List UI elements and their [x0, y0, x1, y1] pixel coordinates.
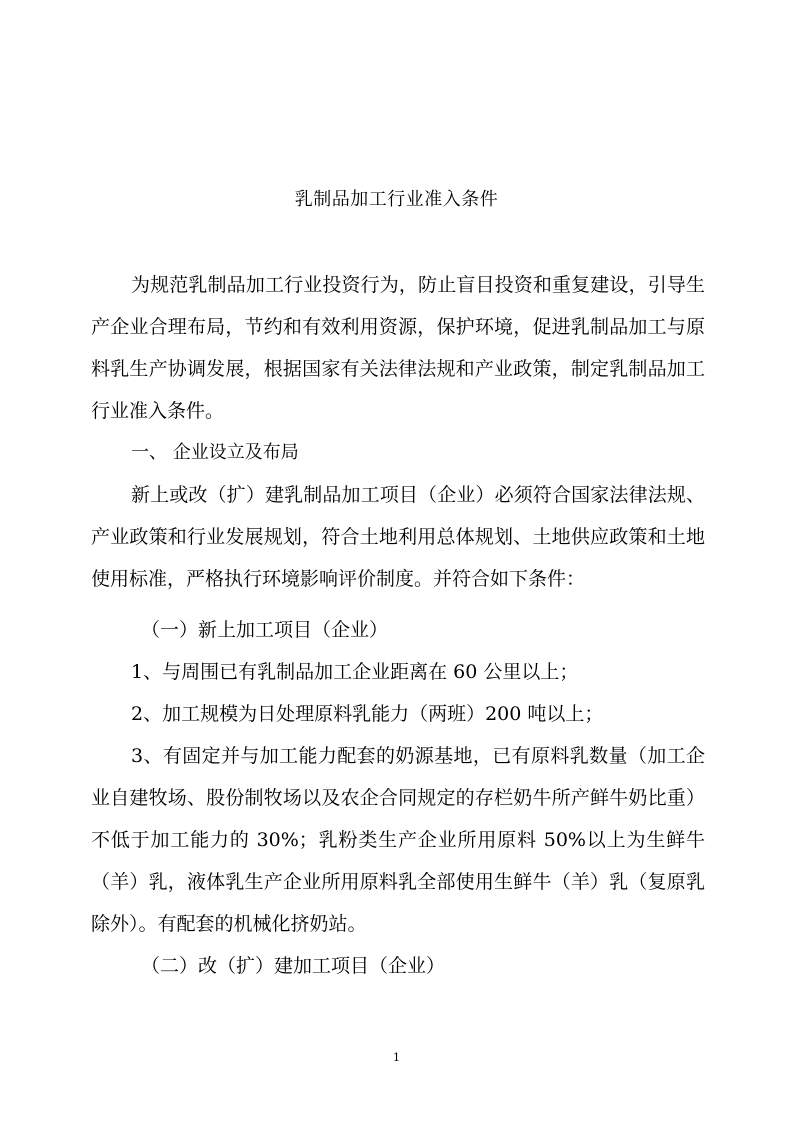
page-number: 1 — [393, 1051, 400, 1064]
intro-paragraph: 为规范乳制品加工行业投资行为，防止盲目投资和重复建设，引导生产企业合理布局，节约和有效利用资源，保护环境，促进乳制品加工与原料乳生产协调发展，根据国家有关法律法规和产业政策，制定乳制品加工行业准入条件。 — [91, 274, 705, 422]
list-item-capacity: 2、加工规模为日处理原料乳能力（两班）200 吨以上； — [131, 703, 604, 725]
subsection-heading-expansion-projects: （二）改（扩）建加工项目（企业） — [141, 955, 446, 977]
document-title: 乳制品加工行业准入条件 — [294, 189, 499, 210]
list-item-milk-source: 3、有固定并与加工能力配套的奶源基地，已有原料乳数量（加工企业自建牧场、股份制牧场以及农企合同规定的存栏奶牛所产鲜牛奶比重）不低于加工能力的 30%；乳粉类生产企业所用原料 50%以上为生鲜牛（羊）乳，液体乳生产企业所用原料乳全部使用生鲜牛（羊）乳（复原乳除外）。有配套的机械化挤奶站。 — [91, 745, 705, 935]
section-paragraph-conditions: 新上或改（扩）建乳制品加工项目（企业）必须符合国家法律法规、产业政策和行业发展规划，符合土地利用总体规划、土地供应政策和土地使用标准，严格执行环境影响评价制度。并符合如下条件： — [91, 484, 705, 590]
section-heading-enterprise-establishment: 一、 企业设立及布局 — [131, 442, 299, 463]
subsection-heading-new-projects: （一）新上加工项目（企业） — [141, 619, 389, 641]
document-body — [91, 264, 705, 987]
list-item-distance: 1、与周围已有乳制品加工企业距离在 60 公里以上； — [131, 661, 579, 683]
